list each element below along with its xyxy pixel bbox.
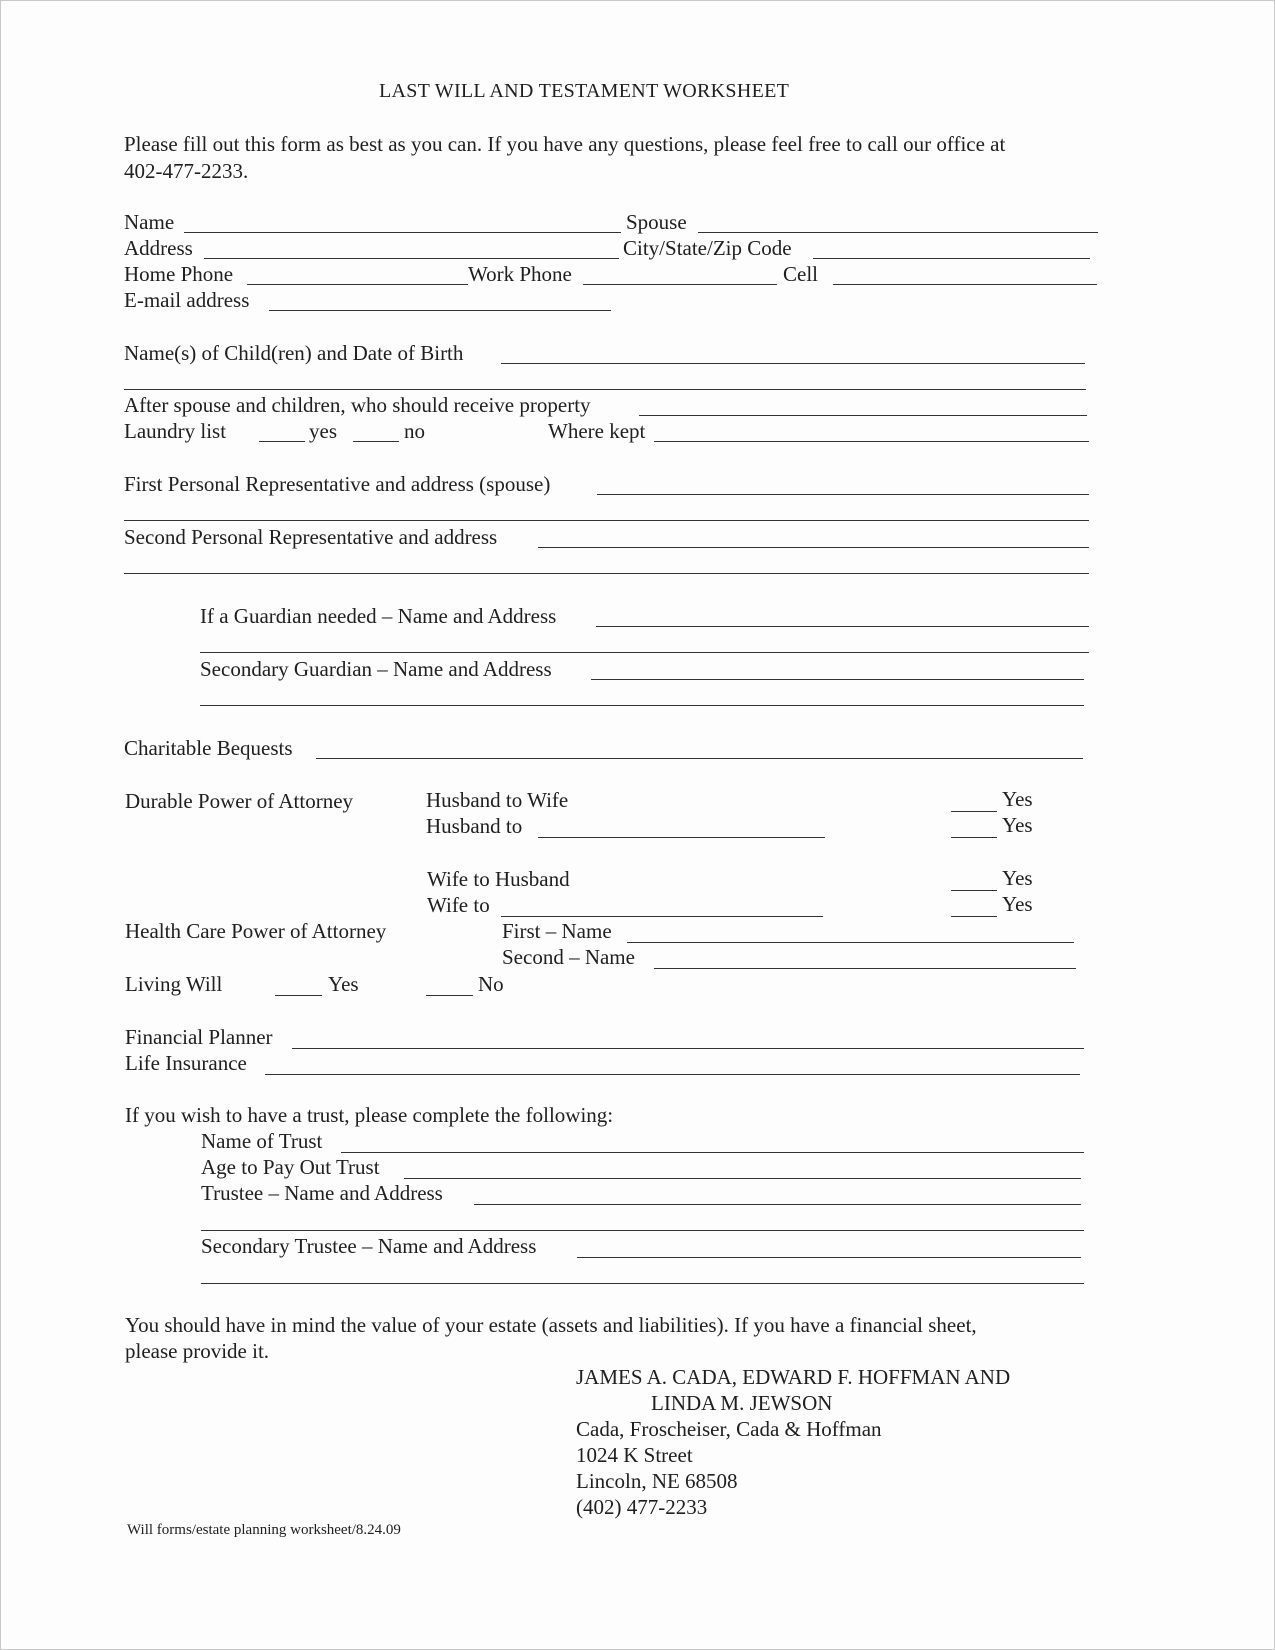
hcpoa-first-field[interactable]	[627, 942, 1074, 943]
spouse-label: Spouse	[626, 210, 687, 234]
home-phone-label: Home Phone	[124, 262, 234, 286]
wife-to-husband-yes-label: Yes	[1002, 866, 1033, 890]
guardian-label: If a Guardian needed – Name and Address	[200, 604, 557, 628]
charitable-bequests-field[interactable]	[316, 758, 1083, 759]
second-representative-field[interactable]	[538, 547, 1089, 548]
firm-name: Cada, Froscheiser, Cada & Hoffman	[576, 1417, 882, 1441]
first-representative-field[interactable]	[597, 494, 1089, 495]
work-phone-label: Work Phone	[468, 262, 572, 286]
where-kept-label: Where kept	[548, 419, 646, 443]
husband-to-field[interactable]	[538, 837, 825, 838]
husband-to-wife-label: Husband to Wife	[426, 788, 569, 812]
trustee-field-line-2[interactable]	[201, 1230, 1084, 1231]
financial-planner-label: Financial Planner	[125, 1025, 273, 1049]
firm-attorneys: JAMES A. CADA, EDWARD F. HOFFMAN AND	[576, 1365, 1011, 1389]
work-phone-field[interactable]	[583, 284, 777, 285]
office-phone: 402-477-2233.	[124, 159, 249, 183]
estate-note-line-2: please provide it.	[125, 1339, 270, 1363]
secondary-guardian-field-line-2[interactable]	[200, 705, 1084, 706]
first-representative-field-line-2[interactable]	[124, 520, 1089, 521]
where-kept-field[interactable]	[654, 441, 1089, 442]
estate-note: You should have in mind the value of your estate (assets and liabilities). If you have a financial sheet,	[125, 1313, 977, 1337]
city-state-zip-field[interactable]	[813, 258, 1090, 259]
laundry-list-no-label: no	[404, 419, 425, 443]
home-phone-field[interactable]	[247, 284, 468, 285]
secondary-trustee-field[interactable]	[577, 1257, 1081, 1258]
trust-name-field[interactable]	[341, 1152, 1084, 1153]
hcpoa-second-field[interactable]	[654, 968, 1076, 969]
email-label: E-mail address	[124, 288, 250, 312]
second-representative-field-line-2[interactable]	[124, 573, 1089, 574]
firm-city: Lincoln, NE 68508	[576, 1469, 738, 1493]
trust-intro: If you wish to have a trust, please complete the following:	[125, 1103, 614, 1127]
health-care-poa-label: Health Care Power of Attorney	[125, 919, 387, 943]
laundry-list-label: Laundry list	[124, 419, 227, 443]
laundry-list-yes-blank[interactable]	[259, 441, 305, 442]
life-insurance-field[interactable]	[265, 1074, 1080, 1075]
secondary-guardian-field[interactable]	[591, 679, 1084, 680]
wife-to-field[interactable]	[501, 916, 823, 917]
cell-field[interactable]	[833, 284, 1097, 285]
trust-age-field[interactable]	[404, 1178, 1081, 1179]
footer-note: Will forms/estate planning worksheet/8.24.09	[127, 1522, 401, 1538]
children-field-line-2[interactable]	[124, 389, 1086, 390]
laundry-list-no-blank[interactable]	[353, 441, 399, 442]
husband-to-label: Husband to	[426, 814, 523, 838]
life-insurance-label: Life Insurance	[125, 1051, 247, 1075]
living-will-yes-label: Yes	[328, 972, 359, 996]
hcpoa-first-label: First – Name	[502, 919, 612, 943]
name-field[interactable]	[184, 232, 621, 233]
husband-to-wife-yes-label: Yes	[1002, 787, 1033, 811]
wife-to-label: Wife to	[427, 893, 490, 917]
property-recipient-field[interactable]	[639, 415, 1087, 416]
property-recipient-label: After spouse and children, who should receive property	[124, 393, 591, 417]
husband-to-yes-label: Yes	[1002, 813, 1033, 837]
living-will-yes-blank[interactable]	[275, 995, 322, 996]
living-will-no-label: No	[478, 972, 504, 996]
living-will-no-blank[interactable]	[426, 995, 473, 996]
husband-to-yes-blank[interactable]	[951, 837, 997, 838]
wife-to-husband-label: Wife to Husband	[427, 867, 570, 891]
firm-attorneys-line-2: LINDA M. JEWSON	[651, 1391, 833, 1415]
husband-to-wife-yes-blank[interactable]	[951, 811, 997, 812]
name-label: Name	[124, 210, 175, 234]
hcpoa-second-label: Second – Name	[502, 945, 635, 969]
address-field[interactable]	[204, 258, 619, 259]
second-representative-label: Second Personal Representative and address	[124, 525, 498, 549]
first-representative-label: First Personal Representative and address (spouse)	[124, 472, 551, 496]
trust-name-label: Name of Trust	[201, 1129, 323, 1153]
page-title: LAST WILL AND TESTAMENT WORKSHEET	[379, 80, 790, 102]
trustee-label: Trustee – Name and Address	[201, 1181, 443, 1205]
cell-label: Cell	[783, 262, 818, 286]
intro-text: Please fill out this form as best as you can. If you have any questions, please feel free to call our office at	[124, 132, 1006, 156]
firm-street: 1024 K Street	[576, 1443, 693, 1467]
wife-to-yes-label: Yes	[1002, 892, 1033, 916]
guardian-field[interactable]	[596, 626, 1089, 627]
financial-planner-field[interactable]	[292, 1048, 1084, 1049]
secondary-trustee-field-line-2[interactable]	[201, 1283, 1084, 1284]
guardian-field-line-2[interactable]	[200, 652, 1089, 653]
living-will-label: Living Will	[125, 972, 223, 996]
address-label: Address	[124, 236, 193, 260]
children-field[interactable]	[501, 363, 1085, 364]
city-state-zip-label: City/State/Zip Code	[623, 236, 792, 260]
secondary-guardian-label: Secondary Guardian – Name and Address	[200, 657, 552, 681]
durable-poa-label: Durable Power of Attorney	[125, 789, 354, 813]
email-field[interactable]	[269, 310, 611, 311]
trust-age-label: Age to Pay Out Trust	[201, 1155, 380, 1179]
laundry-list-yes-label: yes	[309, 419, 337, 443]
wife-to-husband-yes-blank[interactable]	[951, 890, 997, 891]
trustee-field[interactable]	[474, 1204, 1081, 1205]
spouse-field[interactable]	[698, 232, 1098, 233]
charitable-bequests-label: Charitable Bequests	[124, 736, 293, 760]
secondary-trustee-label: Secondary Trustee – Name and Address	[201, 1234, 537, 1258]
firm-phone: (402) 477-2233	[576, 1495, 708, 1519]
children-label: Name(s) of Child(ren) and Date of Birth	[124, 341, 464, 365]
wife-to-yes-blank[interactable]	[951, 916, 997, 917]
